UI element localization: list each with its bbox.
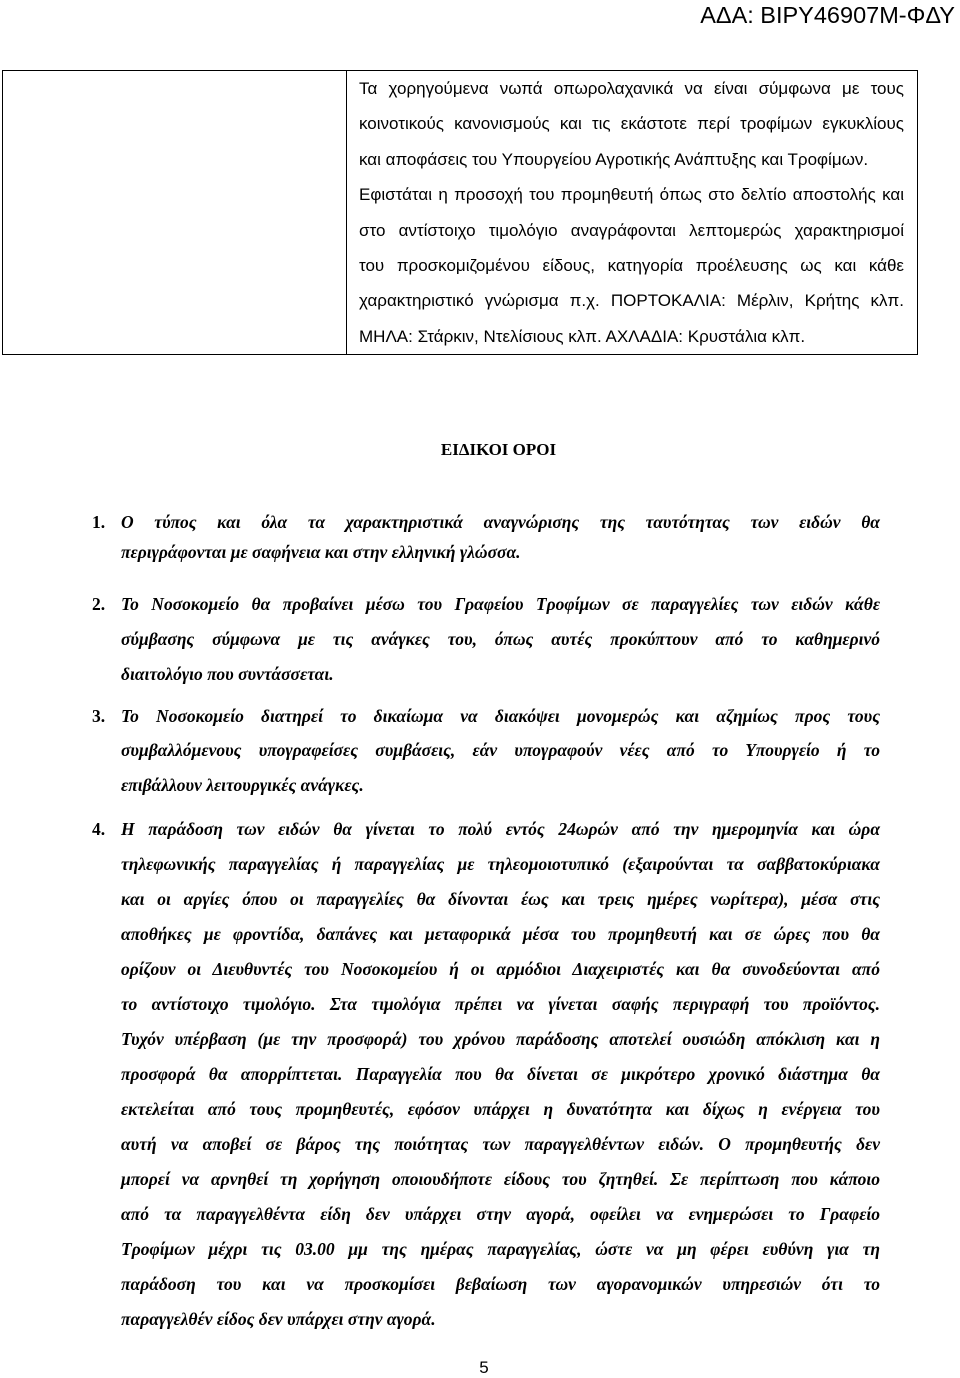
term-text-line: από τα παραγγελθέντα είδη δεν υπάρχει στην αγορά, οφείλει να ενημερώσει το Γραφείο [121,1203,880,1224]
term-text-line: αυτή να αποβεί σε βάρος της ποιότητας των παραγγελθέντων ειδών. Ο προμηθευτής δεν [121,1133,880,1154]
term-text-line: ορίζουν οι Διευθυντές του Νοσοκομείου ή οι αρμόδιοι Διαχειριστές και θα συνοδεύονται από [121,958,880,979]
term-item [92,699,880,803]
table-text-line: Εφιστάται η προσοχή του προμηθευτή όπως στο δελτίο αποστολής και [359,185,904,205]
table-cell-right [347,71,917,354]
table-text-line: του προσκομιζομένου είδους, κατηγορία προέλευσης ως και κάθε [359,256,904,276]
page-number: 5 [479,1358,489,1377]
term-text-line: εκτελείται από τους προμηθευτές, εφόσον υπάρχει η δυνατότητα και δίχως η ενέργεια του [121,1098,880,1119]
term-text-line: επιβάλλουν λειτουργικές ανάγκες. [121,774,364,795]
term-text-line: και οι αργίες όπου οι παραγγελίες θα δίνονται έως και τρεις ημέρες νωρίτερα), μέσα στις [121,888,880,909]
term-item [92,507,880,567]
term-text-line: τηλεφωνικής παραγγελίας ή παραγγελίας με τηλεομοιοτυπικό (εξαιρούνται τα σαββατοκύριακα [121,853,880,874]
table-text-line: Τα χορηγούμενα νωπά οπωρολαχανικά να είναι σύμφωνα με τους [359,79,904,98]
term-number: 3. [92,705,106,726]
term-item [92,812,880,1337]
term-text-line: μπορεί να αρνηθεί τη χορήγηση οποιουδήποτε είδους του ζητηθεί. Σε περίπτωση που κάποιο [121,1168,880,1189]
term-text-line: Τροφίμων μέχρι τις 03.00 μμ της ημέρας παραγγελίας, ώστε να μη φέρει ευθύνη για τη [121,1238,880,1259]
term-number: 4. [92,818,106,839]
section-title: ΕΙΔΙΚΟΙ ΟΡΟΙ [440,440,557,459]
term-text [121,812,880,1337]
table-text-line: χαρακτηριστικό γνώρισμα π.χ. ΠΟΡΤΟΚΑΛΙΑ: Μέρλιν, Κρήτης κλπ. [359,291,904,311]
term-item [92,587,880,692]
ada-code: ΑΔΑ: ΒΙΡΥ46907Μ-ΦΔΥ [700,2,955,28]
table-cell-left [3,71,347,354]
terms-table [2,70,918,355]
term-text-line: περιγράφονται με σαφήνεια και στην ελληνική γλώσσα. [121,542,521,562]
term-text-line: Η παράδοση των ειδών θα γίνεται το πολύ εντός 24ωρών από την ημερομηνία και ώρα [121,818,880,839]
term-text-line: αποθήκες με φροντίδα, δαπάνες και μεταφορικά μέσα του προμηθευτή και σε ώρες που θα [121,923,880,944]
term-text-line: συμβαλλόμενους υπογραφείσες συμβάσεις, εάν υπογραφούν νέες από το Υπουργείο ή το [121,740,880,760]
term-number: 1. [92,512,106,532]
term-text-line: Ο τύπος και όλα τα χαρακτηριστικά αναγνώρισης της ταυτότητας των ειδών θα [121,512,880,532]
term-text-line: Τυχόν υπέρβαση (με την προσφορά) του χρόνου παράδοσης αποτελεί ουσιώδη απόκλιση και η [121,1028,880,1049]
term-text-line: το αντίστοιχο τιμολόγιο. Στα τιμολόγια πρέπει να γίνεται σαφής περιγραφή του προϊόντος. [121,993,880,1014]
term-text [121,699,880,803]
term-text-line: παράδοση του και να προσκομίσει βεβαίωση των αγορανομικών υπηρεσιών ότι το [121,1273,880,1294]
term-text-line: σύμβασης σύμφωνα με τις ανάγκες του, όπως αυτές προκύπτουν από το καθημερινό [121,628,880,649]
table-text-line: κοινοτικούς κανονισμούς και τις εκάστοτε περί τροφίμων εγκυκλίους [359,114,904,134]
term-text [121,507,880,567]
table-text-line: στο αντίστοιχο τιμολόγιο αναγράφονται λεπτομερώς χαρακτηρισμοί [359,220,904,240]
term-text-line: Το Νοσοκομείο διατηρεί το δικαίωμα να διακόψει μονομερώς και αζημίως προς τους [121,705,880,726]
term-text-line: Το Νοσοκομείο θα προβαίνει μέσω του Γραφείου Τροφίμων σε παραγγελίες των ειδών κάθε [121,593,880,614]
term-number: 2. [92,593,106,614]
table-text-line: ΜΗΛΑ: Στάρκιν, Ντελίσιους κλπ. ΑΧΛΑΔΙΑ: Κρυστάλια κλπ. [359,326,806,346]
table-text-line: και αποφάσεις του Υπουργείου Αγροτικής Ανάπτυξης και Τροφίμων. [359,149,869,169]
term-text-line: προσφορά θα απορρίπτεται. Παραγγελία που θα δίνεται σε μικρότερο χρονικό διάστημα θα [121,1063,880,1084]
term-text-line: διαιτολόγιο που συντάσσεται. [121,663,334,684]
term-text [121,587,880,692]
term-text-line: παραγγελθέν είδος δεν υπάρχει στην αγορά. [121,1308,436,1329]
